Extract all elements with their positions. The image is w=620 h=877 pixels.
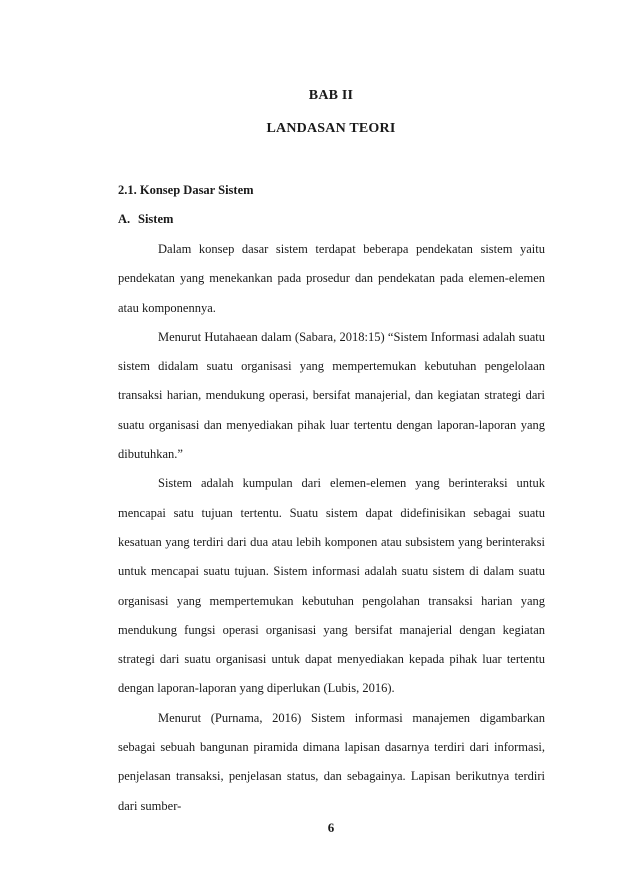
paragraph: Menurut (Purnama, 2016) Sistem informasi manajemen digambarkan sebagai sebuah bangunan piramida dimana lapisan dasarnya terdiri dari informasi, penjelasan transaksi, penjelasan status, dan sebagainya. Lapisan berikutnya terdiri dari sumber-	[118, 710, 545, 813]
chapter-title: LANDASAN TEORI	[266, 121, 396, 136]
paragraph: Menurut Hutahaean dalam (Sabara, 2018:15) “Sistem Informasi adalah suatu sistem didalam suatu organisasi yang mempertemukan kebutuhan pengelolaan transaksi harian, mendukung operasi, bersifat manajerial, dan kegiatan strategi dari suatu organisasi dan menyediakan pihak luar tertentu dengan laporan-laporan yang dibutuhkan.”	[118, 329, 545, 462]
subsection-title: Sistem	[138, 212, 174, 226]
chapter-number: BAB II	[308, 88, 354, 103]
subsection-letter: A.	[118, 212, 131, 226]
page-number: 6	[327, 820, 335, 835]
section-heading: 2.1. Konsep Dasar Sistem	[118, 183, 254, 197]
paragraph: Sistem adalah kumpulan dari elemen-elemen yang berinteraksi untuk mencapai satu tujuan tertentu. Suatu sistem dapat didefinisikan sebagai suatu kesatuan yang terdiri dari dua atau lebih komponen atau subsistem yang berinteraksi untuk mencapai suatu tujuan. Sistem informasi adalah suatu sistem di dalam suatu organisasi yang mempertemukan kebutuhan pengolahan transaksi harian yang mendukung fungsi operasi organisasi yang bersifat manajerial dengan kegiatan strategi dari suatu organisasi untuk dapat menyediakan kepada pihak luar tertentu dengan laporan-laporan yang diperlukan (Lubis, 2016).	[118, 476, 545, 696]
paragraph: Dalam konsep dasar sistem terdapat beberapa pendekatan sistem yaitu pendekatan yang menekankan pada prosedur dan pendekatan pada elemen-elemen atau komponennya.	[118, 242, 545, 315]
subsection-heading	[118, 212, 173, 227]
body-text	[118, 235, 545, 821]
